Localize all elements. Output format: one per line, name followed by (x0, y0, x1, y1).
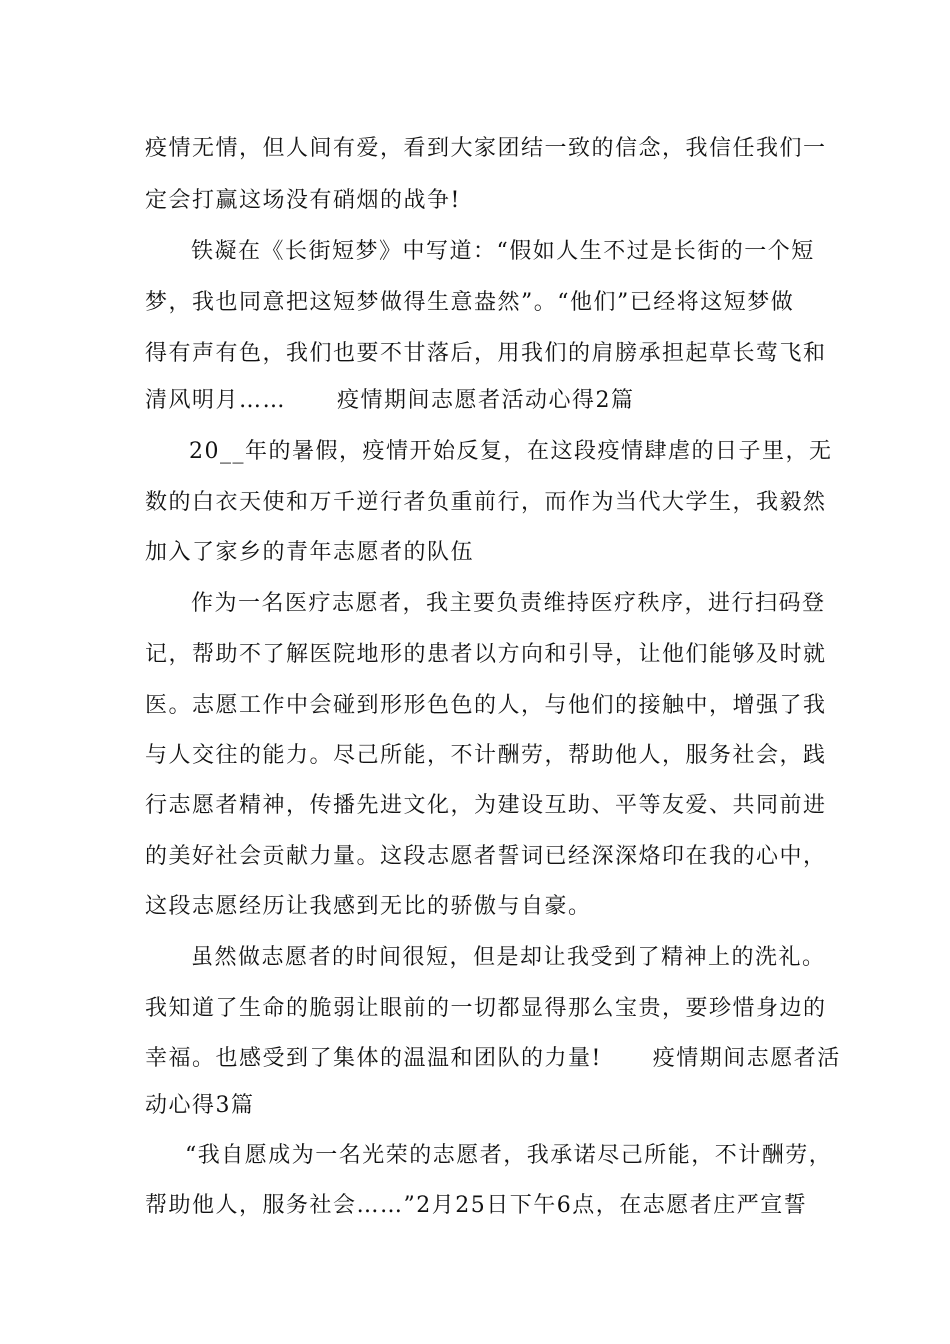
text-line: “我自愿成为一名光荣的志愿者，我承诺尽己所能，不计酬劳， (185, 1143, 833, 1168)
text-line: 铁凝在《长街短梦》中写道：“假如人生不过是长街的一个短 (191, 239, 815, 264)
text-line: 数的白衣天使和万千逆行者负重前行，而作为当代大学生，我毅然 (145, 490, 827, 515)
text-line: 的美好社会贡献力量。这段志愿者誓词已经深深烙印在我的心中， (145, 844, 827, 869)
text-line: 梦，我也同意把这短梦做得生意盎然”。“他们”已经将这短梦做 (145, 290, 795, 315)
text-line: 得有声有色，我们也要不甘落后，用我们的肩膀承担起草长莺飞和 (145, 341, 827, 366)
text-line: 与人交往的能力。尽己所能，不计酬劳，帮助他人，服务社会，践 (145, 743, 827, 768)
text-line: 幸福。也感受到了集体的温温和团队的力量! 疫情期间志愿者活 (145, 1046, 841, 1071)
text-line: 疫情无情，但人间有爱，看到大家团结一致的信念，我信任我们一 (145, 136, 827, 161)
text-line: 医。志愿工作中会碰到形形色色的人，与他们的接触中，增强了我 (145, 693, 827, 718)
text-line: 清风明月…… 疫情期间志愿者活动心得2篇 (145, 388, 635, 413)
text-line: 加入了家乡的青年志愿者的队伍 (145, 540, 475, 565)
text-line: 虽然做志愿者的时间很短，但是却让我受到了精神上的洗礼。 (191, 945, 826, 970)
text-line: 这段志愿经历让我感到无比的骄傲与自豪。 (145, 894, 592, 919)
text-line: 动心得3篇 (145, 1093, 255, 1118)
text-line: 作为一名医疗志愿者，我主要负责维持医疗秩序，进行扫码登 (191, 591, 826, 616)
text-line: 定会打赢这场没有硝烟的战争! (145, 188, 461, 213)
text-line: 行志愿者精神，传播先进文化，为建设互助、平等友爱、共同前进 (145, 793, 827, 818)
text-line: 我知道了生命的脆弱让眼前的一切都显得那么宝贵，要珍惜身边的 (145, 996, 827, 1021)
text-line: 记，帮助不了解医院地形的患者以方向和引导，让他们能够及时就 (145, 642, 827, 667)
text-line: 20__年的暑假，疫情开始反复，在这段疫情肆虐的日子里，无 (189, 439, 833, 464)
text-line: 帮助他人，服务社会……”2月25日下午6点，在志愿者庄严宣誓 (145, 1193, 808, 1218)
